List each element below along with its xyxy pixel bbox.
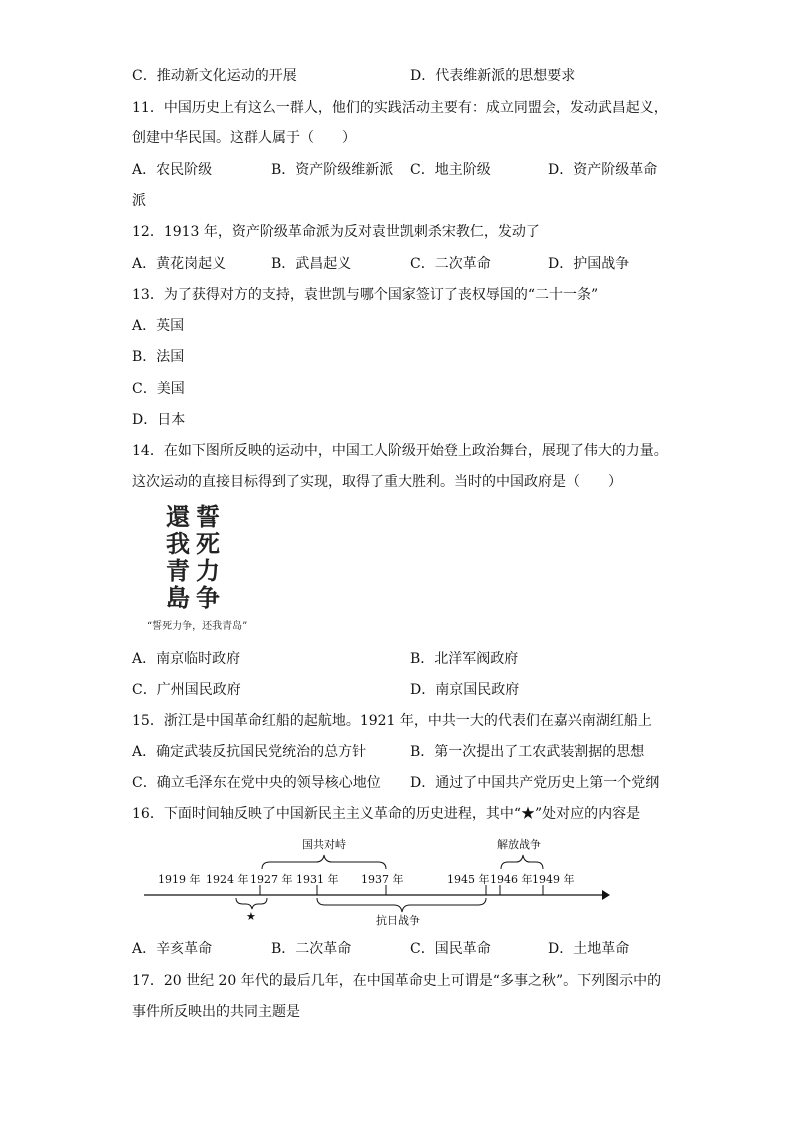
timeline-diagram <box>140 832 620 927</box>
year-1927: 1927 年 <box>250 873 293 886</box>
year-1924: 1924 年 <box>206 873 249 886</box>
q16-option-b: B．二次革命 <box>271 941 352 957</box>
q13-option-a: A．英国 <box>132 318 185 334</box>
question-11-stem-line2: 创建中华民国。这群人属于（ ） <box>132 130 356 146</box>
year-1919: 1919 年 <box>158 873 201 886</box>
label-guogong-duizhi: 国共对峙 <box>302 838 346 851</box>
calligraphy-left-column: 還 我 青 島 <box>166 502 190 612</box>
brace-jiefang <box>501 855 543 869</box>
year-1945: 1945 年 <box>447 873 490 886</box>
q12-option-b: B．武昌起义 <box>271 256 352 272</box>
star-marker: ★ <box>246 910 256 923</box>
question-14-stem-line1: 14．在如下图所反映的运动中，中国工人阶级开始登上政治舞台，展现了伟大的力量。 <box>132 443 668 459</box>
q16-option-c: C．国民革命 <box>410 941 491 957</box>
question-17-stem-line2: 事件所反映出的共同主题是 <box>132 1004 300 1020</box>
q15-option-b: B．第一次提出了工农武装割据的思想 <box>410 744 645 760</box>
q12-option-a: A．黄花岗起义 <box>132 256 227 272</box>
calligraphy-image <box>166 503 226 613</box>
question-15-stem: 15．浙江是中国革命红船的起航地。1921 年，中共一大的代表们在嘉兴南湖红船上 <box>132 713 652 729</box>
label-kangri-zhanzheng: 抗日战争 <box>376 914 420 927</box>
q14-option-b: B．北洋军阀政府 <box>410 651 519 667</box>
option-c: C．推动新文化运动的开展 <box>132 68 297 84</box>
question-12-stem: 12．1913 年，资产阶级革命派为反对袁世凯刺杀宋教仁，发动了 <box>132 224 540 240</box>
q11-option-b: B．资产阶级维新派 <box>271 162 394 178</box>
question-16-stem: 16．下面时间轴反映了中国新民主主义革命的历史进程，其中“★”处对应的内容是 <box>132 806 641 822</box>
q12-option-d: D．护国战争 <box>548 256 630 272</box>
option-d: D．代表维新派的思想要求 <box>410 68 576 84</box>
q15-option-c: C．确立毛泽东在党中央的领导核心地位 <box>132 775 381 791</box>
q11-option-d-continued: 派 <box>132 193 146 209</box>
year-1937: 1937 年 <box>361 873 404 886</box>
timeline-arrow <box>602 890 610 900</box>
question-14-stem-line2: 这次运动的直接目标得到了实现，取得了重大胜利。当时的中国政府是（ ） <box>132 474 622 490</box>
q12-option-c: C．二次革命 <box>410 256 491 272</box>
calligraphy-right-column: 誓 死 力 争 <box>196 502 220 612</box>
question-11-stem-line1: 11．中国历史上有这么一群人，他们的实践活动主要有：成立同盟会，发动武昌起义， <box>132 100 668 116</box>
q11-option-d: D．资产阶级革命 <box>548 162 658 178</box>
q11-option-c: C．地主阶级 <box>410 162 491 178</box>
year-1946: 1946 年 <box>490 873 533 886</box>
year-1931: 1931 年 <box>296 873 339 886</box>
brace-guogong <box>262 855 386 869</box>
q16-option-a: A．辛亥革命 <box>132 941 213 957</box>
q11-option-a: A．农民阶级 <box>132 162 213 178</box>
question-13-stem: 13．为了获得对方的支持，袁世凯与哪个国家签订了丧权辱国的“二十一条” <box>132 287 599 303</box>
q14-option-a: A．南京临时政府 <box>132 651 241 667</box>
q13-option-d: D．日本 <box>132 412 186 428</box>
q13-option-b: B．法国 <box>132 349 185 365</box>
year-1949: 1949 年 <box>532 873 575 886</box>
question-17-stem-line1: 17．20 世纪 20 年代的最后几年，在中国革命史上可谓是“多事之秋”。下列图示中的 <box>132 973 662 989</box>
brace-kangri <box>317 898 486 912</box>
calligraphy-caption: “誓死力争，还我青岛” <box>147 621 248 632</box>
q16-option-d: D．土地革命 <box>548 941 630 957</box>
q14-option-d: D．南京国民政府 <box>410 682 520 698</box>
q14-option-c: C．广州国民政府 <box>132 682 241 698</box>
q15-option-d: D．通过了中国共产党历史上第一个党纲 <box>410 775 660 791</box>
brace-star <box>236 898 267 909</box>
label-jiefang-zhanzheng: 解放战争 <box>497 838 541 851</box>
q13-option-c: C．美国 <box>132 381 185 397</box>
q15-option-a: A．确定武装反抗国民党统治的总方针 <box>132 744 367 760</box>
